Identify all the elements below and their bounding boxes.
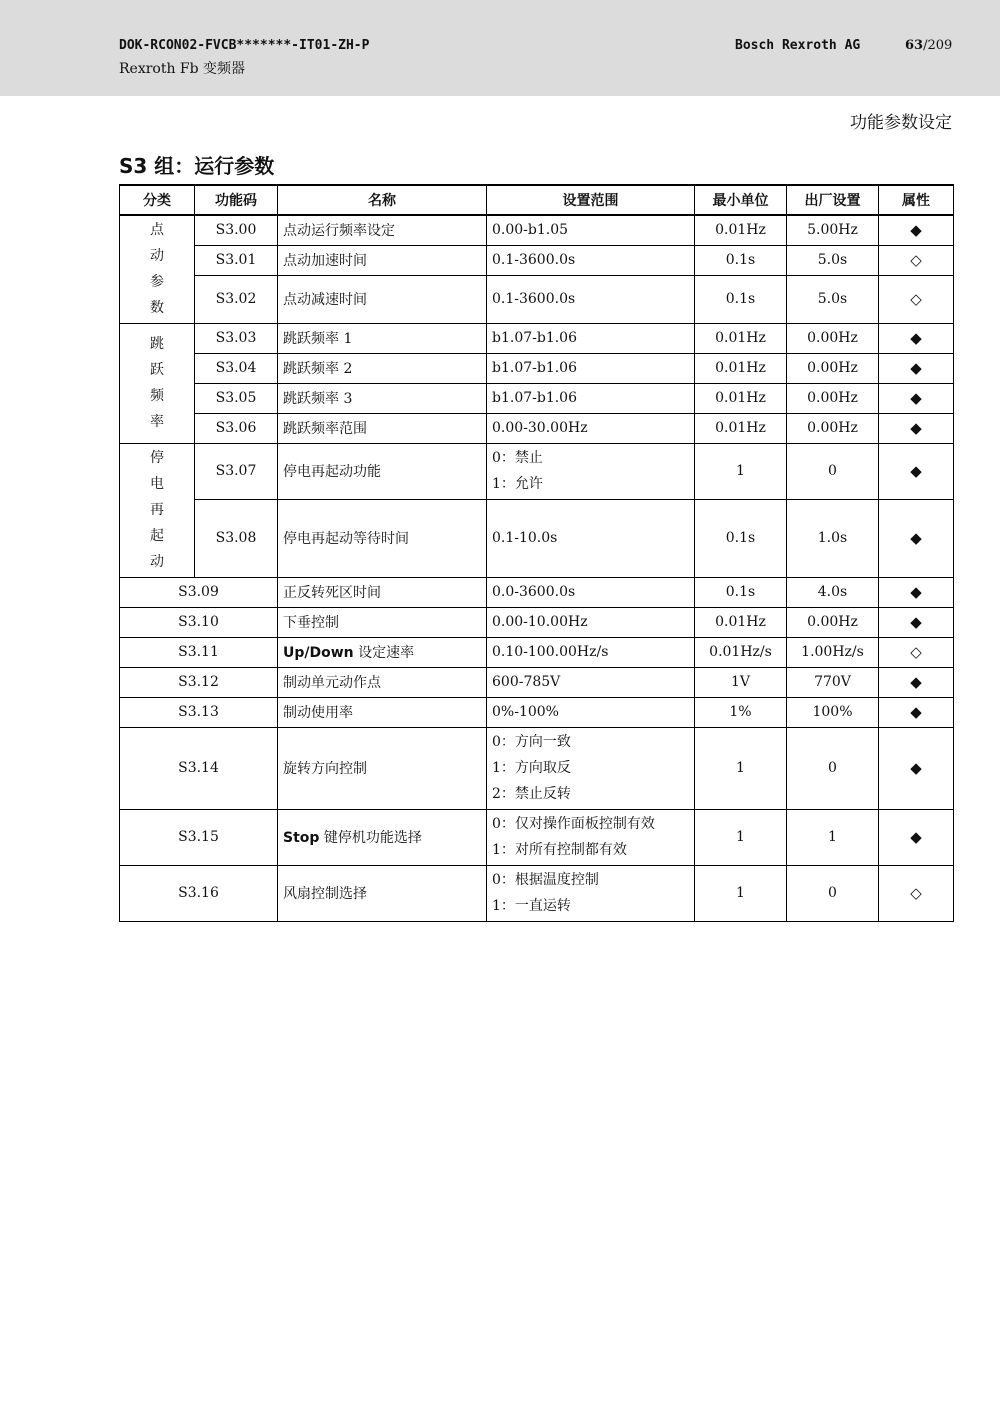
cell-code: S3.06 xyxy=(195,413,278,443)
attribute-icon: ◆ xyxy=(879,727,954,809)
table-row xyxy=(120,499,954,577)
name-prefix: Stop xyxy=(283,830,320,846)
table-row xyxy=(120,607,954,637)
range-option: 2：禁止反转 xyxy=(492,786,571,802)
cell-unit: 0.01Hz xyxy=(695,607,787,637)
cell-range: 0.00-b1.05 xyxy=(487,215,695,245)
cell-range: 0.00-10.00Hz xyxy=(487,607,695,637)
category-char: 频 xyxy=(150,388,164,404)
cell-name: 旋转方向控制 xyxy=(278,727,487,809)
cell-default: 0.00Hz xyxy=(787,323,879,353)
range-option: 1：一直运转 xyxy=(492,898,571,914)
category-power-loss-restart xyxy=(120,443,195,577)
cell-range: 0.00-30.00Hz xyxy=(487,413,695,443)
attribute-icon: ◆ xyxy=(879,697,954,727)
col-header-min-unit: 最小单位 xyxy=(695,185,787,215)
attribute-icon: ◆ xyxy=(879,353,954,383)
cell-unit: 1 xyxy=(695,865,787,921)
category-jog xyxy=(120,215,195,323)
attribute-icon: ◆ xyxy=(879,383,954,413)
cell-code: S3.11 xyxy=(120,637,278,667)
cell-unit: 1% xyxy=(695,697,787,727)
page-current: 63 xyxy=(905,38,924,53)
category-char: 点 xyxy=(150,222,164,239)
category-char: 动 xyxy=(150,554,164,570)
range-option: 1：对所有控制都有效 xyxy=(492,842,627,858)
cell-range: 0.1-3600.0s xyxy=(487,245,695,275)
cell-name: 跳跃频率 2 xyxy=(278,353,487,383)
table-row xyxy=(120,245,954,275)
category-char: 动 xyxy=(150,248,164,265)
cell-unit: 0.1s xyxy=(695,275,787,323)
attribute-icon: ◇ xyxy=(879,637,954,667)
cell-unit: 1V xyxy=(695,667,787,697)
cell-code: S3.00 xyxy=(195,215,278,245)
cell-default: 0.00Hz xyxy=(787,607,879,637)
category-char: 电 xyxy=(150,476,164,492)
attribute-icon: ◆ xyxy=(879,809,954,865)
cell-name: 跳跃频率 1 xyxy=(278,323,487,353)
col-header-range: 设置范围 xyxy=(487,185,695,215)
name-prefix: Up/Down xyxy=(283,645,354,661)
range-option: 0：禁止 xyxy=(492,450,543,466)
category-char: 跳 xyxy=(150,336,164,352)
cell-unit: 0.1s xyxy=(695,499,787,577)
cell-unit: 0.01Hz xyxy=(695,413,787,443)
table-row xyxy=(120,443,954,499)
cell-code: S3.05 xyxy=(195,383,278,413)
category-char: 率 xyxy=(150,414,164,430)
cell-code: S3.08 xyxy=(195,499,278,577)
table-row xyxy=(120,323,954,353)
page-header xyxy=(0,0,1000,96)
cell-default: 5.00Hz xyxy=(787,215,879,245)
cell-range xyxy=(487,809,695,865)
cell-code: S3.13 xyxy=(120,697,278,727)
category-char: 再 xyxy=(150,502,164,518)
range-option: 1：方向取反 xyxy=(492,760,571,776)
cell-default: 0.00Hz xyxy=(787,383,879,413)
name-text: 设定速率 xyxy=(358,645,415,661)
attribute-icon: ◆ xyxy=(879,667,954,697)
section-label: 功能参数设定 xyxy=(850,113,952,133)
cell-range: b1.07-b1.06 xyxy=(487,353,695,383)
page-number xyxy=(905,38,952,53)
category-char: 数 xyxy=(150,300,164,317)
cell-code: S3.16 xyxy=(120,865,278,921)
range-option: 1：允许 xyxy=(492,476,543,492)
cell-default: 5.0s xyxy=(787,245,879,275)
table-row xyxy=(120,275,954,323)
col-header-attribute: 属性 xyxy=(879,185,954,215)
category-char: 停 xyxy=(150,450,164,466)
table-row xyxy=(120,353,954,383)
table-row xyxy=(120,697,954,727)
cell-code: S3.03 xyxy=(195,323,278,353)
group-title: S3 组：运行参数 xyxy=(119,154,275,178)
cell-default: 0.00Hz xyxy=(787,413,879,443)
cell-range xyxy=(487,443,695,499)
cell-default: 0 xyxy=(787,727,879,809)
attribute-icon: ◆ xyxy=(879,215,954,245)
cell-unit: 0.01Hz/s xyxy=(695,637,787,667)
cell-unit: 0.01Hz xyxy=(695,215,787,245)
cell-name: 制动单元动作点 xyxy=(278,667,487,697)
cell-default: 4.0s xyxy=(787,577,879,607)
name-text: 键停机功能选择 xyxy=(323,830,422,846)
category-char: 跃 xyxy=(150,362,164,378)
cell-default: 0 xyxy=(787,865,879,921)
attribute-icon: ◆ xyxy=(879,577,954,607)
table-row xyxy=(120,215,954,245)
cell-name: 跳跃频率 3 xyxy=(278,383,487,413)
cell-code: S3.04 xyxy=(195,353,278,383)
cell-default: 1 xyxy=(787,809,879,865)
attribute-icon: ◆ xyxy=(879,499,954,577)
cell-range: 0%-100% xyxy=(487,697,695,727)
range-option: 0：仅对操作面板控制有效 xyxy=(492,816,655,832)
attribute-icon: ◇ xyxy=(879,275,954,323)
col-header-code: 功能码 xyxy=(195,185,278,215)
cell-unit: 1 xyxy=(695,809,787,865)
cell-code: S3.09 xyxy=(120,577,278,607)
document-code: DOK-RCON02-FVCB*******-IT01-ZH-P xyxy=(119,38,370,53)
category-char: 起 xyxy=(150,528,164,544)
cell-name xyxy=(278,809,487,865)
cell-default: 100% xyxy=(787,697,879,727)
cell-default: 1.00Hz/s xyxy=(787,637,879,667)
cell-name: 点动减速时间 xyxy=(278,275,487,323)
cell-code: S3.10 xyxy=(120,607,278,637)
cell-name: 正反转死区时间 xyxy=(278,577,487,607)
cell-name: 制动使用率 xyxy=(278,697,487,727)
attribute-icon: ◇ xyxy=(879,245,954,275)
cell-range xyxy=(487,727,695,809)
table-header-row xyxy=(120,185,954,215)
table-row xyxy=(120,413,954,443)
cell-unit: 1 xyxy=(695,443,787,499)
cell-range: 0.0-3600.0s xyxy=(487,577,695,607)
cell-default: 770V xyxy=(787,667,879,697)
attribute-icon: ◆ xyxy=(879,323,954,353)
range-option: 0：方向一致 xyxy=(492,734,571,750)
cell-name: 停电再起动功能 xyxy=(278,443,487,499)
col-header-category: 分类 xyxy=(120,185,195,215)
cell-range: 0.1-10.0s xyxy=(487,499,695,577)
cell-name: 停电再起动等待时间 xyxy=(278,499,487,577)
col-header-default: 出厂设置 xyxy=(787,185,879,215)
cell-unit: 0.01Hz xyxy=(695,353,787,383)
table-row xyxy=(120,383,954,413)
col-header-name: 名称 xyxy=(278,185,487,215)
cell-name: 风扇控制选择 xyxy=(278,865,487,921)
cell-name: 下垂控制 xyxy=(278,607,487,637)
attribute-icon: ◆ xyxy=(879,607,954,637)
table-row xyxy=(120,667,954,697)
cell-range: b1.07-b1.06 xyxy=(487,383,695,413)
page-total: /209 xyxy=(923,38,953,53)
company-name: Bosch Rexroth AG xyxy=(735,38,861,53)
cell-range: 0.10-100.00Hz/s xyxy=(487,637,695,667)
cell-unit: 1 xyxy=(695,727,787,809)
cell-code: S3.01 xyxy=(195,245,278,275)
cell-unit: 0.01Hz xyxy=(695,323,787,353)
cell-range: 0.1-3600.0s xyxy=(487,275,695,323)
table-row xyxy=(120,577,954,607)
parameter-table xyxy=(119,184,954,922)
cell-unit: 0.01Hz xyxy=(695,383,787,413)
cell-range xyxy=(487,865,695,921)
cell-name: 点动运行频率设定 xyxy=(278,215,487,245)
attribute-icon: ◆ xyxy=(879,413,954,443)
category-char: 参 xyxy=(150,274,164,291)
cell-range: b1.07-b1.06 xyxy=(487,323,695,353)
cell-default: 1.0s xyxy=(787,499,879,577)
cell-code: S3.12 xyxy=(120,667,278,697)
attribute-icon: ◆ xyxy=(879,443,954,499)
cell-name: 点动加速时间 xyxy=(278,245,487,275)
cell-unit: 0.1s xyxy=(695,577,787,607)
table-row xyxy=(120,727,954,809)
cell-default: 0.00Hz xyxy=(787,353,879,383)
cell-name xyxy=(278,637,487,667)
table-row xyxy=(120,865,954,921)
cell-unit: 0.1s xyxy=(695,245,787,275)
category-skip-frequency xyxy=(120,323,195,443)
table-row xyxy=(120,809,954,865)
cell-code: S3.02 xyxy=(195,275,278,323)
cell-default: 0 xyxy=(787,443,879,499)
product-name: Rexroth Fb 变频器 xyxy=(119,61,246,77)
cell-range: 600-785V xyxy=(487,667,695,697)
cell-name: 跳跃频率范围 xyxy=(278,413,487,443)
table-row xyxy=(120,637,954,667)
cell-default: 5.0s xyxy=(787,275,879,323)
cell-code: S3.07 xyxy=(195,443,278,499)
range-option: 0：根据温度控制 xyxy=(492,872,599,888)
cell-code: S3.15 xyxy=(120,809,278,865)
cell-code: S3.14 xyxy=(120,727,278,809)
attribute-icon: ◇ xyxy=(879,865,954,921)
